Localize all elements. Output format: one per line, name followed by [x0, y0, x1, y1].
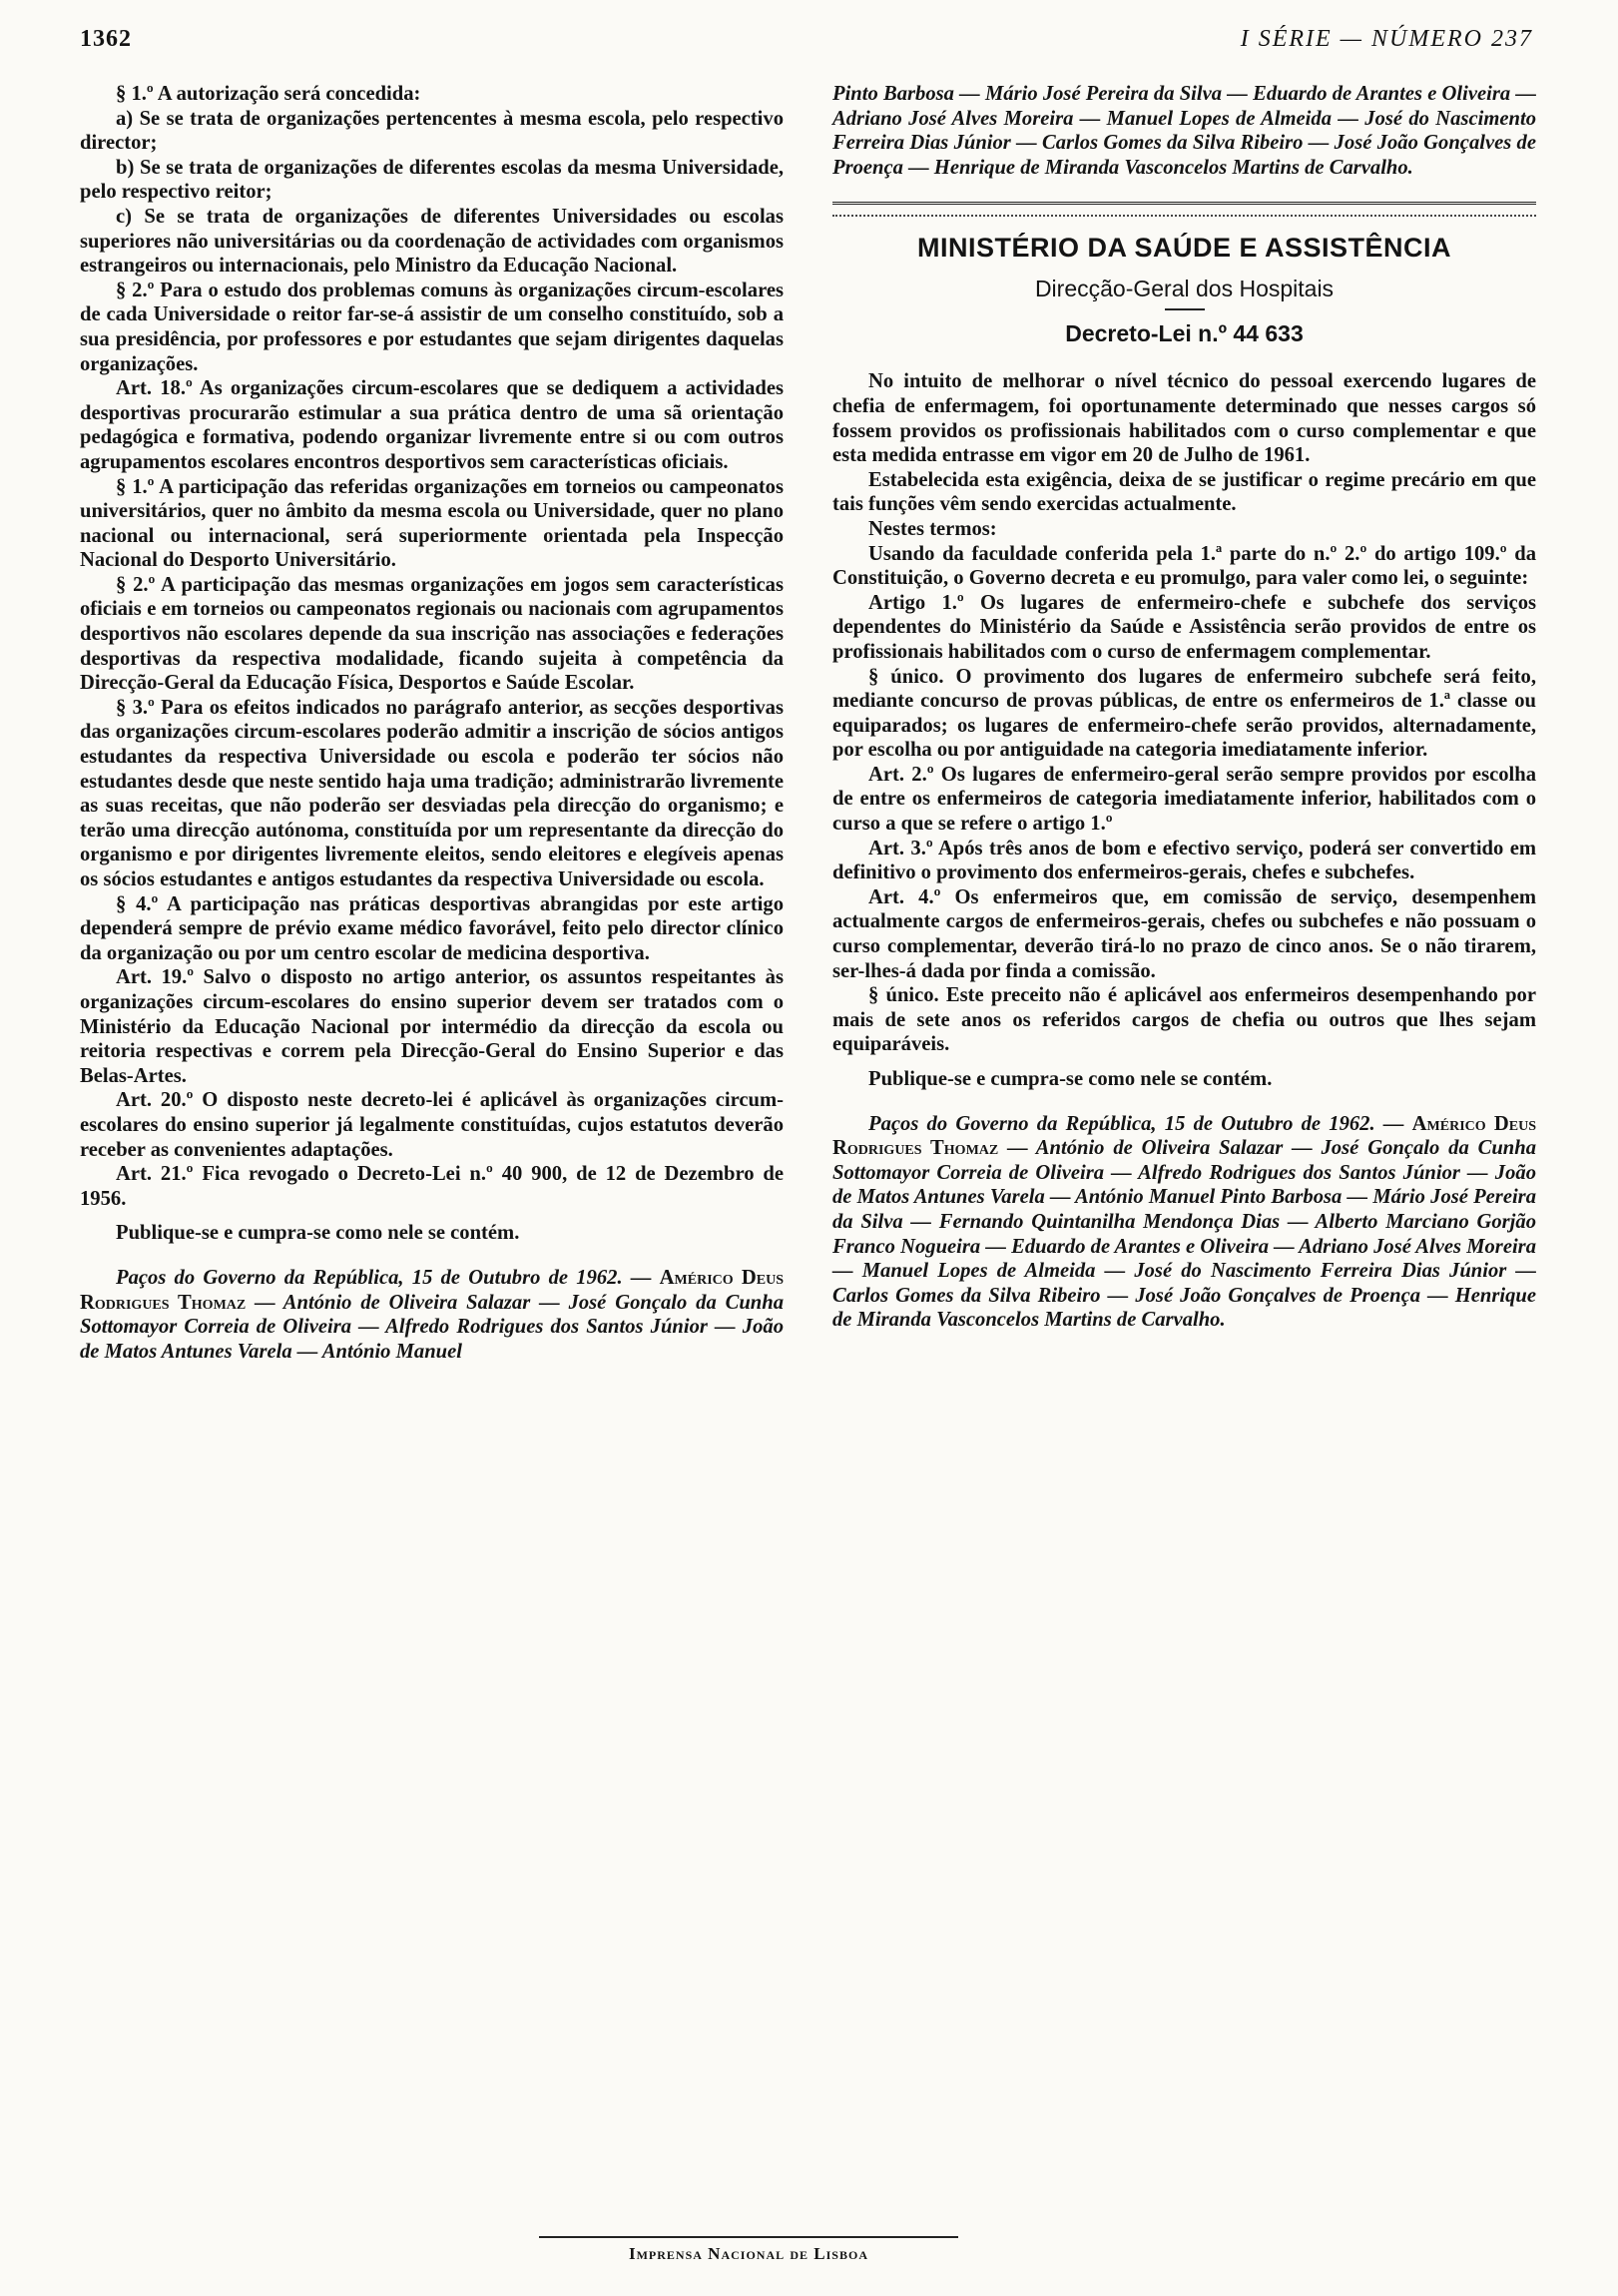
divider: [1165, 308, 1205, 310]
directorate-heading: Direcção-Geral dos Hospitais: [1034, 276, 1335, 302]
right-column: [832, 82, 1536, 1333]
paragraph: Art. 18.º As organizações circum-escolares que se dediquem a actividades desportivas procurarão estimular a sua prática dentro de uma sã orientação pedagógica e formativa, podendo organizar livremente entre si ou com outros agrupamentos escolares encontros desportivos sem características oficiais.: [80, 377, 784, 473]
paragraph: Usando da faculdade conferida pela 1.ª parte do n.º 2.º do artigo 109.º da Constituição, o Governo decreta e eu promulgo, para valer como lei, o seguinte:: [832, 542, 1536, 590]
page-footer: [539, 2236, 958, 2264]
decree-title: Decreto-Lei n.º 44 633: [1065, 320, 1304, 347]
paragraph: Artigo 1.º Os lugares de enfermeiro-chefe e subchefe dos serviços dependentes do Ministério da Saúde e Assistência serão providos de entre os profissionais habilitados com o curso de enfermagem complementar.: [832, 591, 1536, 663]
paragraph: a) Se se trata de organizações pertencentes à mesma escola, pelo respectivo director;: [80, 107, 784, 155]
paragraph: § 2.º A participação das mesmas organizações em jogos sem características oficiais e em torneios ou campeonatos regionais ou nacionais com agrupamentos desportivos não escolares depende da sua inscrição nas associações e federações desportivas da respectiva modalidade, ficando sujeita à competência da Direcção-Geral da Educação Física, Desportos e Saúde Escolar.: [80, 573, 784, 695]
ministry-heading: MINISTÉRIO DA SAÚDE E ASSISTÊNCIA: [916, 233, 1452, 264]
paragraph: No intuito de melhorar o nível técnico do pessoal exercendo lugares de chefia de enfermagem, foi oportunamente determinado que nesses cargos só fossem providos os profissionais habilitados com o curso complementar e que esta medida entrasse em vigor em 20 de Julho de 1961.: [832, 370, 1536, 467]
paragraph: Art. 20.º O disposto neste decreto-lei é aplicável às organizações circum-escolares do ensino superior já legalmente constituídas, cujos estatutos deverão receber as convenientes adaptações.: [80, 1089, 784, 1161]
signature-names: — António de Oliveira Salazar — José Gonçalo da Cunha Sottomayor Correia de Oliveira — Alfredo Rodrigues dos Santos Júnior — João de Matos Antunes Varela — António Manuel: [80, 1291, 784, 1363]
page-header: [80, 26, 1533, 72]
signature-block: [80, 1266, 784, 1364]
paragraph: § 1.º A participação das referidas organizações em torneios ou campeonatos universitários, quer no âmbito da mesma escola ou Universidade, quer no plano nacional ou internacional, será superiormente orientada pela Inspecção Nacional do Desporto Universitário.: [80, 475, 784, 572]
paragraph: § único. Este preceito não é aplicável aos enfermeiros desempenhando por mais de sete anos os referidos cargos de chefia ou outros que lhes sejam equiparáveis.: [832, 984, 1536, 1056]
paragraph: § 3.º Para os efeitos indicados no parágrafo anterior, as secções desportivas das organizações circum-escolares poderão admitir a inscrição de sócios antigos estudantes da respectiva Universidade ou escola e poderão ter sócios não estudantes desde que neste sentido haja uma tradição; administrarão livremente as suas receitas, que não poderão ser desviadas pela direcção do organismo; e terão uma direcção autónoma, constituída por um representante da direcção do organismo e por dirigentes livremente eleitos, sendo eleitores e elegíveis apenas os sócios estudantes e antigos estudantes da respectiva Universidade ou escola.: [80, 696, 784, 890]
footer-rule: [539, 2236, 958, 2238]
paragraph: § 2.º Para o estudo dos problemas comuns às organizações circum-escolares de cada Universidade o reitor far-se-á assistir de um conselho constituído, sob a sua presidência, por professores e por estudantes que sejam dirigentes daquelas organizações.: [80, 279, 784, 375]
signature-names: — António de Oliveira Salazar — José Gonçalo da Cunha Sottomayor Correia de Oliveira — Alfredo Rodrigues dos Santos Júnior — João de Matos Antunes Varela — António Manuel Pinto Barbosa — Mário José Pereira da Silva — Fernando Quintanilha Mendonça Dias — Alberto Marciano Gorjão Franco Nogueira — Eduardo de Arantes e Oliveira — Adriano José Alves Moreira — Manuel Lopes de Almeida — José do Nascimento Ferreira Dias Júnior — Carlos Gomes da Silva Ribeiro — José João Gonçalves de Proença — Henrique de Miranda Vasconcelos Martins de Carvalho.: [832, 1137, 1536, 1332]
paragraph: Estabelecida esta exigência, deixa de se justificar o regime precário em que tais funções vêm sendo exercidas actualmente.: [832, 468, 1536, 516]
imprint: Imprensa Nacional de Lisboa: [628, 2244, 868, 2263]
signature-president: Américo Deus Rodrigues Thomaz: [80, 1266, 784, 1314]
left-column: [80, 82, 784, 1364]
signature-president: Américo Deus Rodrigues Thomaz: [832, 1112, 1536, 1160]
paragraph: Art. 21.º Fica revogado o Decreto-Lei n.º 40 900, de 12 de Dezembro de 1956.: [80, 1163, 784, 1210]
signature-continuation: Pinto Barbosa — Mário José Pereira da Silva — Eduardo de Arantes e Oliveira — Adriano José Alves Moreira — Manuel Lopes de Almeida — José do Nascimento Ferreira Dias Júnior — Carlos Gomes da Silva Ribeiro — José João Gonçalves de Proença — Henrique de Miranda Vasconcelos Martins de Carvalho.: [832, 83, 1536, 179]
paragraph: Art. 2.º Os lugares de enfermeiro-geral serão sempre providos por escolha de entre os enfermeiros de categoria imediatamente inferior, habilitados com o curso a que se refere o artigo 1.º: [832, 763, 1536, 836]
page-number: 1362: [80, 26, 132, 52]
page-body: [80, 82, 1536, 2208]
paragraph: Nestes termos:: [868, 517, 997, 540]
paragraph: Art. 3.º Após três anos de bom e efectivo serviço, poderá ser convertido em definitivo o provimento dos enfermeiros-gerais, chefes e subchefes.: [832, 837, 1536, 884]
paragraph: § único. O provimento dos lugares de enfermeiro subchefe será feito, mediante concurso de provas públicas, de entre os enfermeiros de 1.ª classe ou equiparados; os lugares de enfermeiro-chefe serão providos, alternadamente, por escolha ou por antiguidade na categoria imediatamente inferior.: [832, 665, 1536, 762]
paragraph: c) Se se trata de organizações de diferentes Universidades ou escolas superiores não universitárias ou da coordenação de actividades com organismos estrangeiros ou internacionais, pelo Ministro da Educação Nacional.: [80, 205, 784, 278]
paragraph: § 4.º A participação nas práticas desportivas abrangidas por este artigo dependerá sempre de prévio exame médico favorável, feito pelo director clínico da organização ou por um centro escolar de medicina desportiva.: [80, 892, 784, 964]
paragraph: § 1.º A autorização será concedida:: [116, 83, 421, 105]
signature-intro: Paços do Governo da República, 15 de Outubro de 1962. —: [868, 1112, 1412, 1135]
closing-formula: Publique-se e cumpra-se como nele se contém.: [116, 1222, 520, 1245]
paragraph: Art. 19.º Salvo o disposto no artigo anterior, os assuntos respeitantes às organizações circum-escolares do ensino superior devem ser tratados com o Ministério da Educação Nacional por intermédio da direcção da escola ou reitoria respectivas e correm pela Direcção-Geral do Ensino Superior e das Belas-Artes.: [80, 966, 784, 1087]
ornamental-divider: [832, 202, 1536, 217]
signature-intro: Paços do Governo da República, 15 de Outubro de 1962. —: [116, 1266, 660, 1289]
paragraph: Art. 4.º Os enfermeiros que, em comissão de serviço, desempenhem actualmente cargos de enfermeiros-gerais, chefes ou subchefes e não possuam o curso complementar, deverão tirá-lo no prazo de cinco anos. Se o não tirarem, ser-lhes-á dada por finda a comissão.: [832, 885, 1536, 982]
paragraph: b) Se se trata de organizações de diferentes escolas da mesma Universidade, pelo respectivo reitor;: [80, 156, 784, 204]
series-title: I SÉRIE — NÚMERO 237: [1240, 26, 1533, 52]
signature-block: [832, 1112, 1536, 1333]
closing-formula: Publique-se e cumpra-se como nele se contém.: [868, 1068, 1273, 1090]
